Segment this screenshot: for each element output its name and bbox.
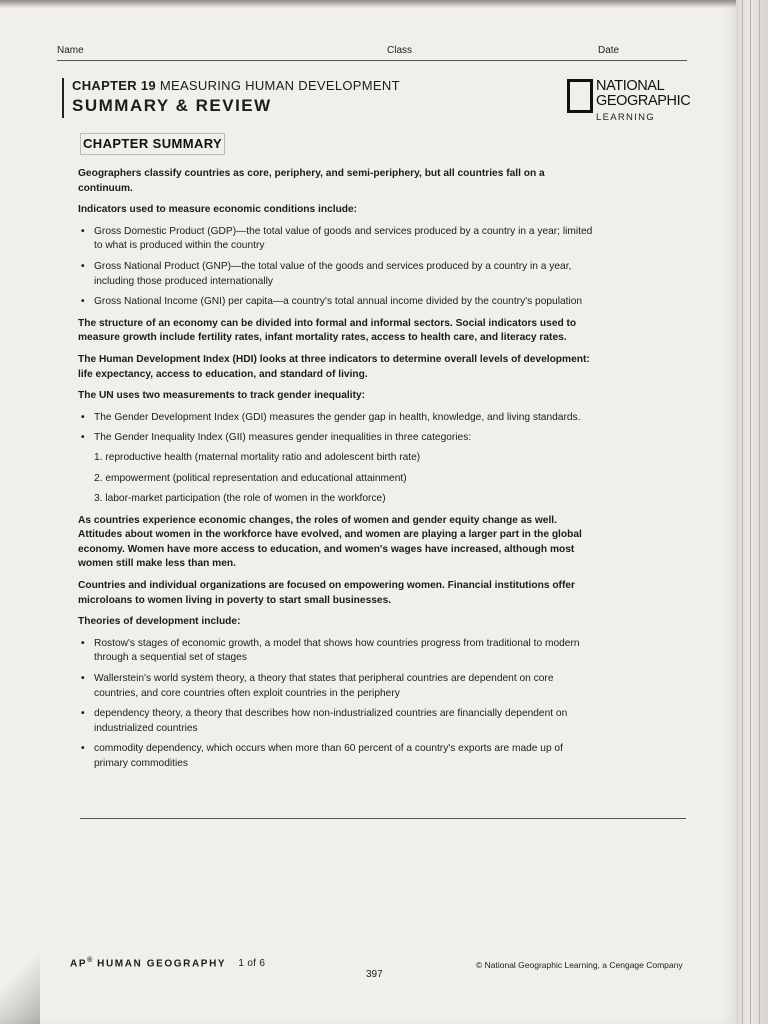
paragraph-theories-intro: Theories of development include: bbox=[78, 616, 241, 628]
theory-list bbox=[78, 637, 598, 772]
footer-page-of: 1 of 6 bbox=[238, 958, 266, 970]
summary-review-title: SUMMARY & REVIEW bbox=[72, 96, 272, 115]
footer-ap: AP bbox=[70, 958, 88, 970]
natgeo-logo-icon bbox=[567, 79, 593, 113]
summary-content bbox=[78, 167, 598, 779]
paragraph-classification: Geographers classify countries as core, periphery, and semi-periphery, but all countries fall on a continuum. bbox=[78, 168, 545, 194]
paragraph-economy-structure: The structure of an economy can be divided into formal and informal sectors. Social indicators used to measure growth include fertility rates, infant mortality rates, access to health care, and literacy rates. bbox=[78, 317, 577, 344]
binding-edge bbox=[736, 0, 768, 1024]
list-item: 1. reproductive health (maternal mortality ratio and adolescent birth rate) bbox=[94, 451, 421, 463]
logo-wordmark bbox=[596, 79, 690, 109]
edge-line bbox=[750, 0, 751, 1024]
list-item: • Gross Domestic Product (GDP)—the total value of goods and services produced by a country in a year; limited to what is produced within the country bbox=[81, 225, 593, 252]
list-item: • Gross National Income (GNI) per capita—a country's total annual income divided by the country's population bbox=[81, 296, 583, 308]
paragraph-hdi: The Human Development Index (HDI) looks at three indicators to determine overall levels of development: life expectancy, access to education, and standard of living. bbox=[78, 353, 590, 380]
chapter-number: CHAPTER 19 bbox=[72, 78, 156, 93]
logo-line-1: NATIONAL bbox=[596, 78, 665, 94]
page-number: 397 bbox=[366, 969, 383, 980]
edge-line bbox=[742, 0, 743, 1024]
scan-corner-shadow bbox=[0, 940, 40, 1024]
list-item: • dependency theory, a theory that describes how non-industrialized countries are financially dependent on industrialized countries bbox=[81, 708, 568, 734]
chapter-title: MEASURING HUMAN DEVELOPMENT bbox=[159, 78, 400, 93]
chapter-summary-heading-box bbox=[80, 133, 225, 155]
header-rule bbox=[57, 60, 687, 61]
list-item: • The Gender Development Index (GDI) measures the gender gap in health, knowledge, and living standards. bbox=[81, 411, 581, 423]
date-label: Date bbox=[598, 45, 620, 56]
paragraph-gender-intro: The UN uses two measurements to track gender inequality: bbox=[78, 390, 366, 402]
footer-registered: ® bbox=[87, 957, 93, 964]
logo-line-3: LEARNING bbox=[596, 112, 655, 123]
list-item: • commodity dependency, which occurs when more than 60 percent of a country's exports are made up of primary commodities bbox=[81, 743, 563, 769]
name-label: Name bbox=[57, 45, 84, 56]
scan-top-shadow bbox=[0, 0, 768, 8]
indicator-list bbox=[78, 225, 598, 310]
list-item: • The Gender Inequality Index (GII) measures gender inequalities in three categories: bbox=[81, 432, 472, 444]
chapter-summary-heading: CHAPTER SUMMARY bbox=[83, 136, 223, 151]
list-item: • Rostow's stages of economic growth, a model that shows how countries progress from traditional to modern through a sequential set of stages bbox=[81, 637, 580, 664]
edge-line bbox=[759, 0, 760, 1024]
footer-course-name: HUMAN GEOGRAPHY bbox=[97, 958, 226, 970]
list-item: • Gross National Product (GNP)—the total value of the goods and services produced by a country in a year, including those produced internationally bbox=[81, 260, 572, 287]
list-item: 2. empowerment (political representation and educational attainment) bbox=[94, 472, 407, 484]
chapter-accent-bar bbox=[62, 78, 64, 118]
gii-category-list bbox=[94, 451, 598, 507]
footer-copyright: © National Geographic Learning, a Cengage Company bbox=[476, 960, 683, 970]
logo-line-2: GEOGRAPHIC bbox=[596, 93, 691, 109]
paragraph-indicators-intro: Indicators used to measure economic conditions include: bbox=[78, 204, 358, 216]
class-label: Class bbox=[387, 45, 413, 56]
section-end-rule bbox=[80, 818, 686, 819]
chapter-heading bbox=[72, 78, 400, 93]
paragraph-empowering-women: Countries and individual organizations are focused on empowering women. Financial institutions offer microloans to women living in poverty to start small businesses. bbox=[78, 580, 575, 606]
list-item: • Wallerstein's world system theory, a theory that states that peripheral countries are dependent on core countries, and core countries often exploit countries in the periphery bbox=[81, 673, 554, 699]
gender-measure-list bbox=[78, 411, 598, 446]
list-item: 3. labor-market participation (the role of women in the workforce) bbox=[94, 493, 386, 505]
footer-course bbox=[70, 957, 265, 969]
paragraph-women-roles: As countries experience economic changes, the roles of women and gender equity change as well. Attitudes about women in the workforce have evolved, and women are playing a larger part in the global economy. Women have more access to education, and women's wages have increased, although most women still make less than men. bbox=[78, 514, 582, 570]
